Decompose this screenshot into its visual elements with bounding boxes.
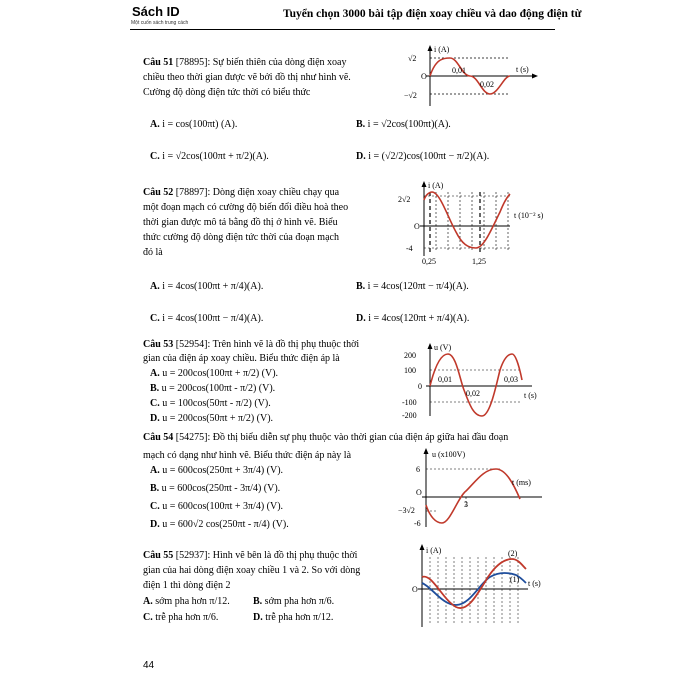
q53-ylabel: u (V) [434,343,452,352]
q51-ybot: −√2 [404,91,417,100]
q52-curve [424,192,510,248]
q52-line5: đó là [143,247,163,258]
q53-option-c[interactable]: C. u = 100cos(50πt - π/2) (V). [150,398,271,409]
q54-option-d[interactable]: D. u = 600√2 cos(250πt - π/4) (V). [150,519,289,530]
q55-option-c[interactable]: C. trễ pha hơn π/6. [143,612,219,623]
q51-graph [392,42,552,112]
q53-curve [430,354,522,416]
q51-line3: Cường độ dòng điện tức thời có biểu thức [143,87,311,98]
q54-yneg: −3√2 [398,506,415,515]
q52-ytop: 2√2 [398,195,411,204]
q51-t2: 0,02 [480,80,494,89]
q53-line1: Câu 53 [52954]: Trên hình vẽ là đồ thị phụ thuộc thời [143,339,360,350]
q54-graph [392,445,562,530]
q53-option-a[interactable]: A. u = 200cos(100πt + π/2) (V). [150,368,279,379]
q51-ytop: √2 [408,54,417,63]
q55-option-a[interactable]: A. sớm pha hơn π/12. [143,596,230,607]
q52-origin: O [414,222,420,231]
q51-option-d[interactable]: D. i = (√2/2)cos(100πt − π/2)(A). [356,151,490,162]
q55-line2: gian của hai dòng điện xoay chiều 1 và 2. So với dòng [143,565,361,576]
q54-option-c[interactable]: C. u = 600cos(100πt + 3π/4) (V). [150,501,284,512]
q54-curve [426,469,520,523]
q53-y200: 200 [404,351,416,360]
q51-ylabel: i (A) [434,45,450,54]
q55-xlabel: t (s) [528,579,541,588]
q51-t1: 0,01 [452,66,466,75]
q51-xlabel: t (s) [516,65,529,74]
q51-line1: Câu 51 [78895]: Sự biến thiên của dòng điện xoay [143,57,347,68]
q53-y0: 0 [418,382,422,391]
q54-origin: O [416,488,422,497]
q53-t3: 0,03 [504,375,518,384]
q54-ylabel: u (x100V) [432,450,466,459]
q51-option-a[interactable]: A. i = cos(100πt) (A). [150,119,238,130]
q55-line1: Câu 55 [52937]: Hình vẽ bên là đồ thị phụ thuộc thời [143,550,358,561]
q52-t2: 1,25 [472,257,486,266]
q55-origin: O [412,585,418,594]
q55-option-b[interactable]: B. sớm pha hơn π/6. [253,596,335,607]
q55-line3: điện 1 thì dòng điện 2 [143,580,231,591]
q51-line2: chiều theo thời gian được vẽ bởi đồ thị như hình vẽ. [143,72,351,83]
q54-option-b[interactable]: B. u = 600cos(250πt - 3π/4) (V). [150,483,281,494]
q53-option-b[interactable]: B. u = 200cos(100πt - π/2) (V). [150,383,276,394]
q52-line4: thức cường độ dòng điện tức thời của đoạn mạch [143,232,339,243]
q51-option-b[interactable]: B. i = √2cos(100πt)(A). [356,119,451,130]
q53-option-d[interactable]: D. u = 200cos(50πt + π/2) (V). [150,413,274,424]
q55-ylabel: i (A) [426,546,442,555]
q52-line2: một đoạn mạch có cường độ biến đổi điều hoà theo [143,202,349,213]
q55-option-d[interactable]: D. trễ pha hơn π/12. [253,612,334,623]
q51-origin: O [421,72,427,81]
logo: Sách ID [132,4,180,19]
q52-ylabel: i (A) [428,181,444,190]
q51-option-c[interactable]: C. i = √2cos(100πt + π/2)(A). [150,151,269,162]
q52-option-c[interactable]: C. i = 4cos(100πt − π/4)(A). [150,313,264,324]
q53-xlabel: t (s) [524,391,537,400]
page-number: 44 [143,660,155,671]
q54-line1: Câu 54 [54275]: Đồ thị biểu diễn sự phụ thuộc vào thời gian của điện áp giữa hai đầu đoạn [143,432,509,443]
logo-subtitle: Một cuốn sách trung cách [131,20,189,26]
q52-xlabel: t (10⁻² s) [514,211,544,220]
q54-ytop: 6 [416,465,420,474]
q53-t1: 0,01 [438,375,452,384]
q52-option-b[interactable]: B. i = 4cos(120πt − π/4)(A). [356,281,469,292]
q54-line2: mạch có dạng như hình vẽ. Biểu thức điện áp này là [143,450,352,461]
q52-option-d[interactable]: D. i = 4cos(120πt + π/4)(A). [356,313,470,324]
q55-c1-label: (1) [510,575,520,584]
q52-line1: Câu 52 [78897]: Dòng điện xoay chiều chạy qua [143,187,340,198]
header-title: Tuyển chọn 3000 bài tập điện xoay chiều và dao động điện từ [283,8,582,20]
q52-ybot: -4 [406,244,413,253]
q55-graph [392,543,552,628]
q52-line3: thời gian được mô tả bằng đồ thị ở hình vẽ. Biểu [143,217,338,228]
q52-t1: 0,25 [422,257,436,266]
q54-t1: 3 [464,500,468,509]
header-rule [130,29,555,30]
q53-t2: 0,02 [466,389,480,398]
q53-graph [392,340,552,420]
q53-ym200: -200 [402,411,417,420]
q53-line2: gian của điện áp xoay chiều. Biểu thức điện áp là [143,353,340,364]
q52-graph [392,178,562,268]
q54-option-a[interactable]: A. u = 600cos(250πt + 3π/4) (V). [150,465,284,476]
q54-xlabel: t (ms) [512,478,531,487]
q54-ybot: -6 [414,519,421,528]
q52-option-a[interactable]: A. i = 4cos(100πt + π/4)(A). [150,281,264,292]
q53-y100: 100 [404,366,416,375]
q55-c2-label: (2) [508,549,518,558]
q53-ym100: -100 [402,398,417,407]
